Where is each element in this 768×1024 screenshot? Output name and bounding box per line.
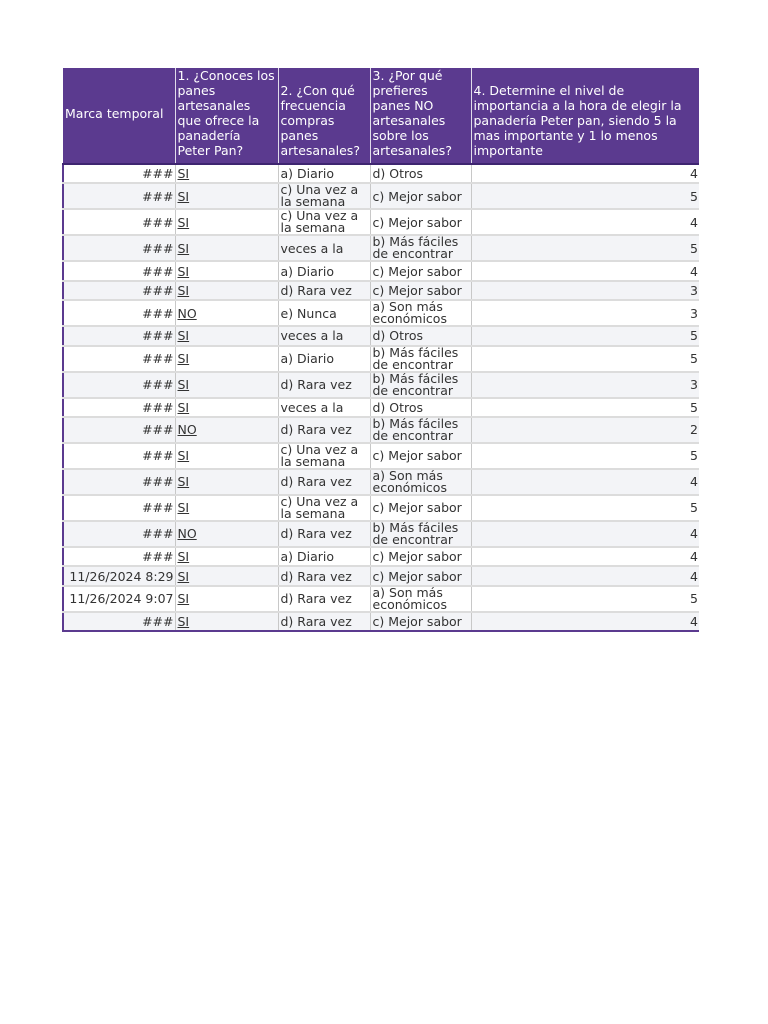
cell-importancia[interactable]: 3 bbox=[471, 372, 699, 398]
cell-conoces[interactable]: SI bbox=[175, 235, 278, 261]
cell-importancia[interactable]: 3 bbox=[471, 281, 699, 300]
table-row bbox=[63, 235, 699, 261]
cell-frecuencia[interactable]: c) Una vez a la semana bbox=[278, 443, 370, 469]
cell-frecuencia[interactable]: d) Rara vez bbox=[278, 586, 370, 612]
cell-frecuencia[interactable]: d) Rara vez bbox=[278, 566, 370, 585]
cell-marca-temporal[interactable]: ### bbox=[63, 235, 175, 261]
cell-marca-temporal[interactable]: 11/26/2024 8:29 bbox=[63, 566, 175, 585]
table-row bbox=[63, 261, 699, 280]
header-question-1[interactable]: 1. ¿Conoces los panes artesanales que ofrece la panadería Peter Pan? bbox=[175, 68, 278, 164]
cell-conoces[interactable]: SI bbox=[175, 261, 278, 280]
cell-frecuencia[interactable]: c) Una vez a la semana bbox=[278, 183, 370, 209]
cell-por-que[interactable]: b) Más fáciles de encontrar bbox=[370, 417, 471, 443]
cell-importancia[interactable]: 4 bbox=[471, 261, 699, 280]
table-row bbox=[63, 209, 699, 235]
table-row bbox=[63, 326, 699, 345]
cell-frecuencia[interactable]: d) Rara vez bbox=[278, 417, 370, 443]
cell-marca-temporal[interactable]: ### bbox=[63, 443, 175, 469]
cell-frecuencia[interactable]: veces a la bbox=[278, 326, 370, 345]
cell-conoces[interactable]: SI bbox=[175, 326, 278, 345]
table-body bbox=[63, 164, 699, 631]
header-question-2[interactable]: 2. ¿Con qué frecuencia compras panes artesanales? bbox=[278, 68, 370, 164]
cell-conoces[interactable]: SI bbox=[175, 443, 278, 469]
table-row bbox=[63, 521, 699, 547]
cell-marca-temporal[interactable]: ### bbox=[63, 372, 175, 398]
cell-marca-temporal[interactable]: ### bbox=[63, 521, 175, 547]
survey-table bbox=[62, 68, 699, 632]
header-marca-temporal[interactable]: Marca temporal bbox=[63, 68, 175, 164]
table-row bbox=[63, 281, 699, 300]
table-row bbox=[63, 612, 699, 631]
cell-importancia[interactable]: 4 bbox=[471, 547, 699, 566]
cell-frecuencia[interactable]: d) Rara vez bbox=[278, 469, 370, 495]
cell-importancia[interactable]: 5 bbox=[471, 235, 699, 261]
header-question-3[interactable]: 3. ¿Por qué prefieres panes NO artesanales sobre los artesanales? bbox=[370, 68, 471, 164]
cell-por-que[interactable]: c) Mejor sabor bbox=[370, 261, 471, 280]
cell-marca-temporal[interactable]: 11/26/2024 9:07 bbox=[63, 586, 175, 612]
cell-marca-temporal[interactable]: ### bbox=[63, 164, 175, 183]
cell-importancia[interactable]: 4 bbox=[471, 521, 699, 547]
cell-frecuencia[interactable]: a) Diario bbox=[278, 346, 370, 372]
cell-conoces[interactable]: SI bbox=[175, 566, 278, 585]
cell-conoces[interactable]: SI bbox=[175, 164, 278, 183]
cell-marca-temporal[interactable]: ### bbox=[63, 469, 175, 495]
cell-por-que[interactable]: c) Mejor sabor bbox=[370, 209, 471, 235]
cell-importancia[interactable]: 5 bbox=[471, 346, 699, 372]
table-row bbox=[63, 183, 699, 209]
cell-marca-temporal[interactable]: ### bbox=[63, 326, 175, 345]
cell-importancia[interactable]: 4 bbox=[471, 209, 699, 235]
cell-importancia[interactable]: 5 bbox=[471, 326, 699, 345]
header-row bbox=[63, 68, 699, 164]
cell-por-que[interactable]: c) Mejor sabor bbox=[370, 183, 471, 209]
cell-por-que[interactable]: d) Otros bbox=[370, 326, 471, 345]
cell-marca-temporal[interactable]: ### bbox=[63, 547, 175, 566]
cell-importancia[interactable]: 5 bbox=[471, 586, 699, 612]
cell-marca-temporal[interactable]: ### bbox=[63, 300, 175, 326]
cell-frecuencia[interactable]: a) Diario bbox=[278, 164, 370, 183]
cell-frecuencia[interactable]: d) Rara vez bbox=[278, 612, 370, 631]
cell-importancia[interactable]: 4 bbox=[471, 164, 699, 183]
cell-marca-temporal[interactable]: ### bbox=[63, 417, 175, 443]
cell-por-que[interactable]: c) Mejor sabor bbox=[370, 281, 471, 300]
table-row bbox=[63, 566, 699, 585]
cell-por-que[interactable]: c) Mejor sabor bbox=[370, 495, 471, 521]
table-row bbox=[63, 547, 699, 566]
cell-conoces[interactable]: NO bbox=[175, 300, 278, 326]
cell-conoces[interactable]: SI bbox=[175, 372, 278, 398]
cell-por-que[interactable]: b) Más fáciles de encontrar bbox=[370, 235, 471, 261]
cell-conoces[interactable]: SI bbox=[175, 547, 278, 566]
table-row bbox=[63, 372, 699, 398]
cell-frecuencia[interactable]: c) Una vez a la semana bbox=[278, 209, 370, 235]
cell-importancia[interactable]: 2 bbox=[471, 417, 699, 443]
cell-importancia[interactable]: 4 bbox=[471, 612, 699, 631]
cell-marca-temporal[interactable]: ### bbox=[63, 183, 175, 209]
cell-marca-temporal[interactable]: ### bbox=[63, 209, 175, 235]
cell-por-que[interactable]: c) Mejor sabor bbox=[370, 566, 471, 585]
table-row bbox=[63, 346, 699, 372]
cell-frecuencia[interactable]: veces a la bbox=[278, 398, 370, 417]
cell-conoces[interactable]: SI bbox=[175, 586, 278, 612]
cell-por-que[interactable]: d) Otros bbox=[370, 164, 471, 183]
cell-por-que[interactable]: d) Otros bbox=[370, 398, 471, 417]
cell-por-que[interactable]: c) Mejor sabor bbox=[370, 443, 471, 469]
cell-marca-temporal[interactable]: ### bbox=[63, 261, 175, 280]
header-question-4[interactable]: 4. Determine el nivel de importancia a la hora de elegir la panadería Peter pan, siendo 5 la mas importante y 1 lo menos importante bbox=[471, 68, 699, 164]
table-row bbox=[63, 398, 699, 417]
cell-por-que[interactable]: b) Más fáciles de encontrar bbox=[370, 346, 471, 372]
cell-marca-temporal[interactable]: ### bbox=[63, 495, 175, 521]
cell-frecuencia[interactable]: a) Diario bbox=[278, 547, 370, 566]
cell-conoces[interactable]: SI bbox=[175, 281, 278, 300]
cell-por-que[interactable]: b) Más fáciles de encontrar bbox=[370, 372, 471, 398]
cell-importancia[interactable]: 4 bbox=[471, 566, 699, 585]
cell-marca-temporal[interactable]: ### bbox=[63, 346, 175, 372]
cell-conoces[interactable]: SI bbox=[175, 398, 278, 417]
cell-por-que[interactable]: b) Más fáciles de encontrar bbox=[370, 521, 471, 547]
table-row bbox=[63, 164, 699, 183]
table-row bbox=[63, 417, 699, 443]
cell-conoces[interactable]: NO bbox=[175, 521, 278, 547]
cell-importancia[interactable]: 5 bbox=[471, 183, 699, 209]
cell-importancia[interactable]: 5 bbox=[471, 443, 699, 469]
cell-frecuencia[interactable]: veces a la bbox=[278, 235, 370, 261]
cell-conoces[interactable]: SI bbox=[175, 469, 278, 495]
cell-conoces[interactable]: SI bbox=[175, 346, 278, 372]
cell-por-que[interactable]: a) Son más económicos bbox=[370, 469, 471, 495]
spreadsheet bbox=[62, 68, 698, 632]
cell-frecuencia[interactable]: a) Diario bbox=[278, 261, 370, 280]
cell-conoces[interactable]: SI bbox=[175, 495, 278, 521]
cell-frecuencia[interactable]: e) Nunca bbox=[278, 300, 370, 326]
table-row bbox=[63, 495, 699, 521]
cell-conoces[interactable]: SI bbox=[175, 209, 278, 235]
cell-conoces[interactable]: NO bbox=[175, 417, 278, 443]
table-row bbox=[63, 443, 699, 469]
cell-importancia[interactable]: 5 bbox=[471, 495, 699, 521]
table-row bbox=[63, 586, 699, 612]
cell-importancia[interactable]: 3 bbox=[471, 300, 699, 326]
cell-por-que[interactable]: c) Mejor sabor bbox=[370, 547, 471, 566]
table-row bbox=[63, 300, 699, 326]
cell-por-que[interactable]: a) Son más económicos bbox=[370, 586, 471, 612]
cell-frecuencia[interactable]: c) Una vez a la semana bbox=[278, 495, 370, 521]
cell-importancia[interactable]: 5 bbox=[471, 398, 699, 417]
cell-marca-temporal[interactable]: ### bbox=[63, 398, 175, 417]
table-row bbox=[63, 469, 699, 495]
cell-marca-temporal[interactable]: ### bbox=[63, 612, 175, 631]
cell-frecuencia[interactable]: d) Rara vez bbox=[278, 281, 370, 300]
cell-marca-temporal[interactable]: ### bbox=[63, 281, 175, 300]
cell-conoces[interactable]: SI bbox=[175, 183, 278, 209]
cell-conoces[interactable]: SI bbox=[175, 612, 278, 631]
cell-frecuencia[interactable]: d) Rara vez bbox=[278, 521, 370, 547]
cell-importancia[interactable]: 4 bbox=[471, 469, 699, 495]
cell-por-que[interactable]: c) Mejor sabor bbox=[370, 612, 471, 631]
cell-por-que[interactable]: a) Son más económicos bbox=[370, 300, 471, 326]
cell-frecuencia[interactable]: d) Rara vez bbox=[278, 372, 370, 398]
